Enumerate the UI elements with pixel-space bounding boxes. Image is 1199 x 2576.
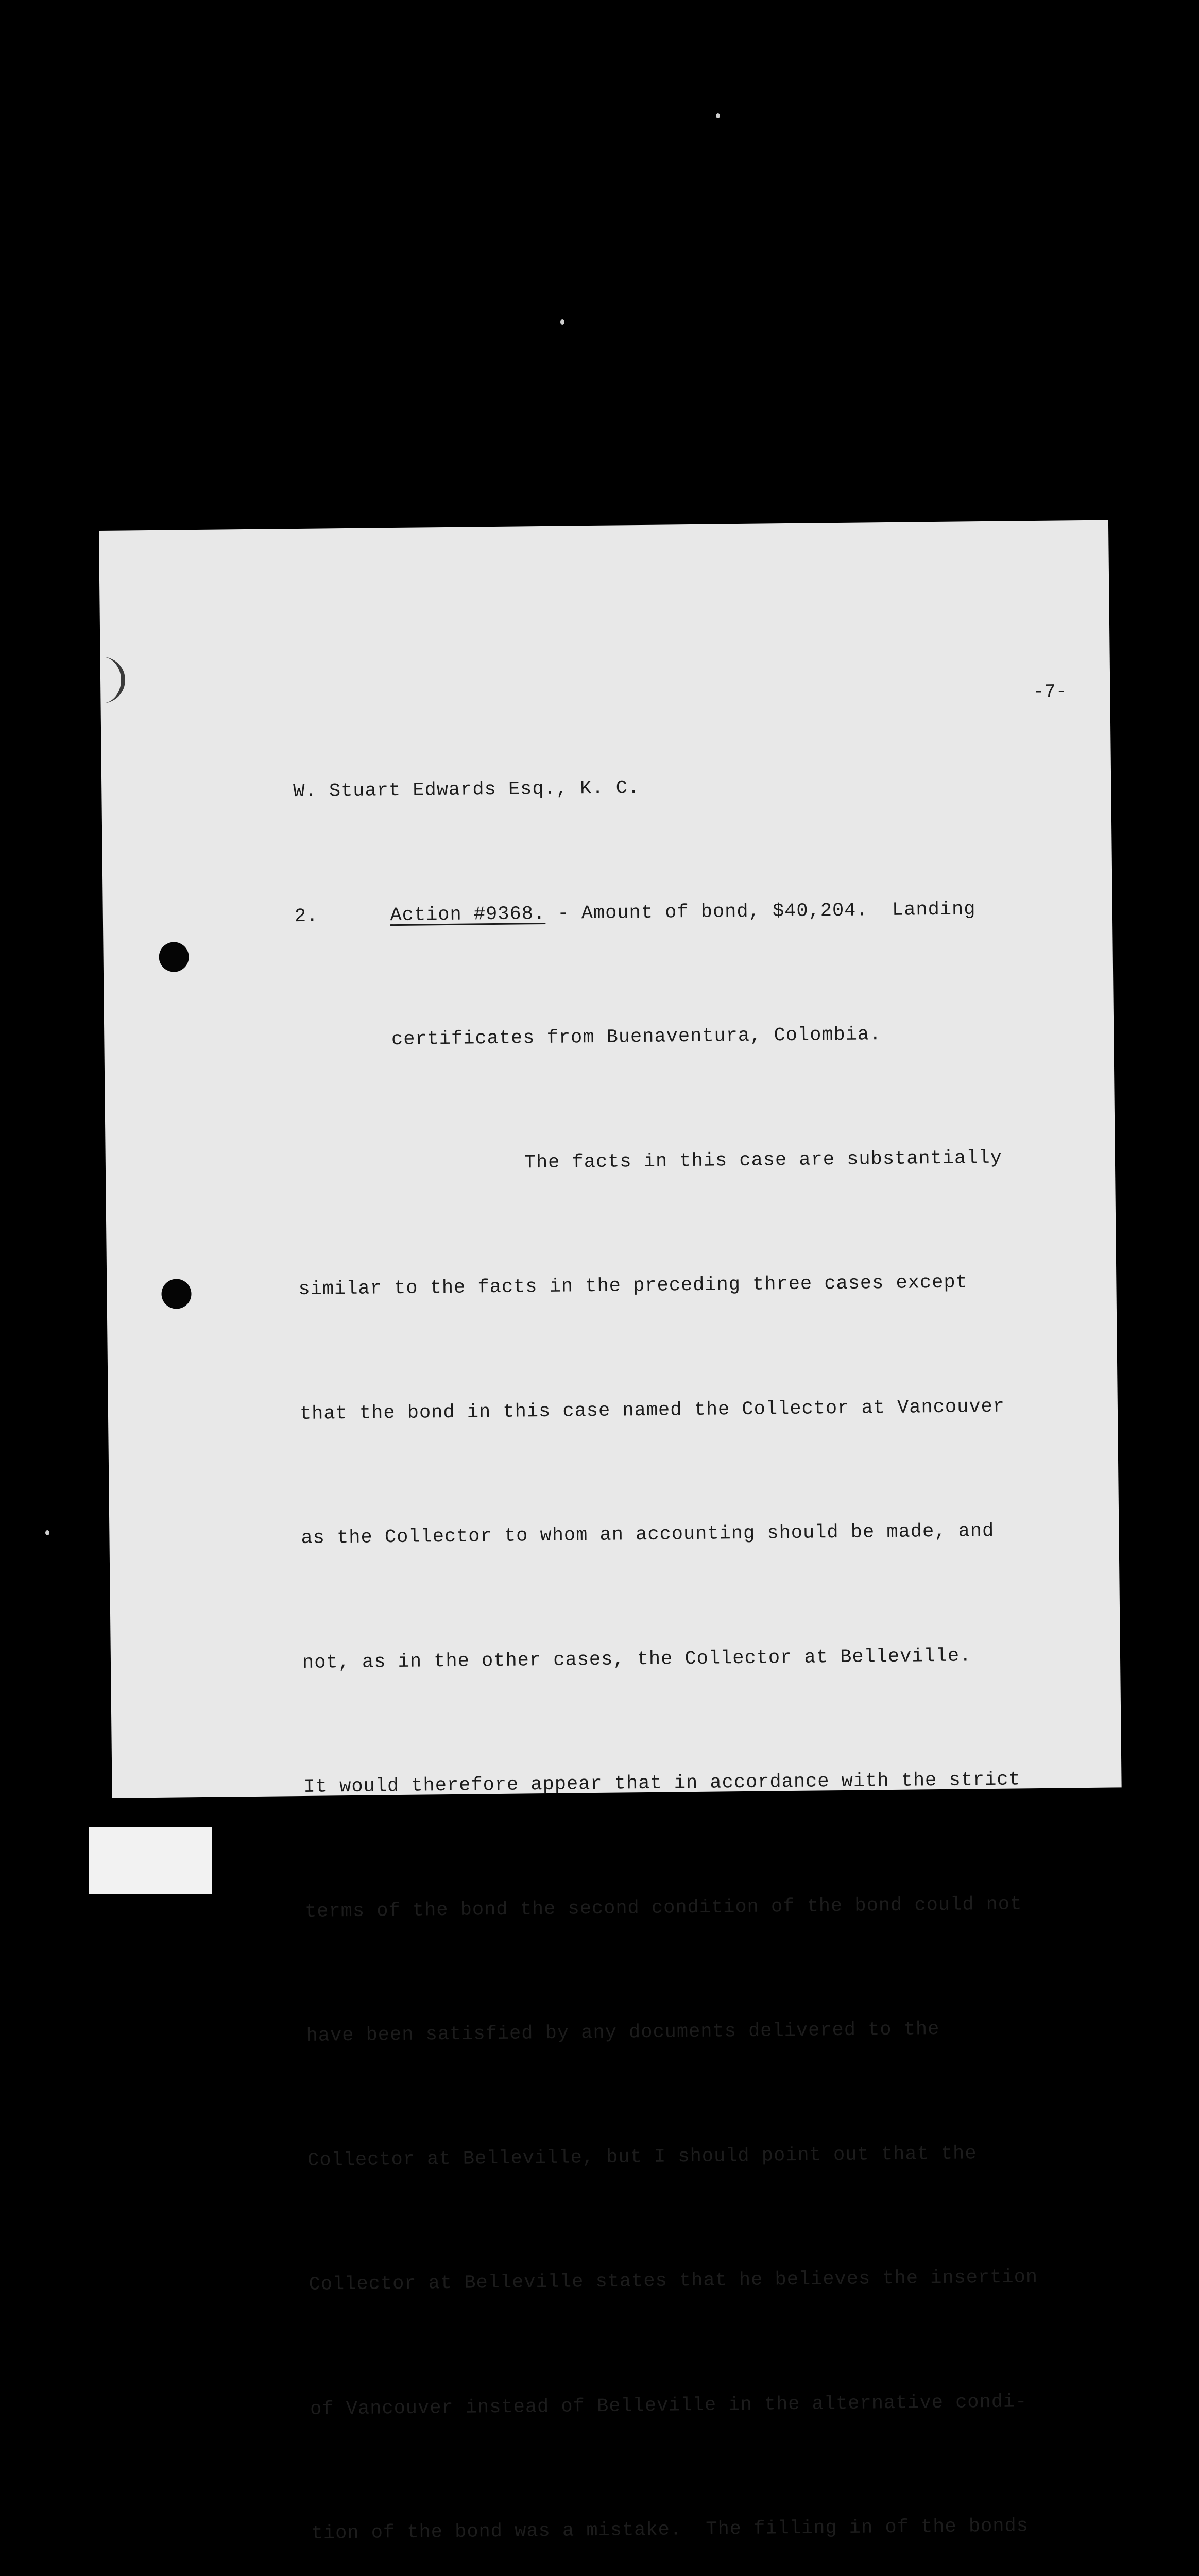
body-line: not, as in the other cases, the Collector at Belleville.: [302, 1645, 972, 1674]
punch-hole: [161, 1279, 192, 1309]
dust-speck: [45, 1530, 49, 1535]
punch-hole: [159, 942, 189, 972]
item-number: 2.: [294, 905, 319, 927]
body-line: The facts in this case are substantially: [524, 1147, 1003, 1174]
body-line: Collector at Belleville, but I should point out that the: [307, 2142, 977, 2172]
film-edge-label: [89, 1827, 212, 1894]
margin-bracket-mark: [100, 656, 126, 703]
body-line: - Amount of bond, $40,204. Landing: [545, 898, 976, 925]
letterhead-watermark: [254, 557, 1027, 668]
body-line: Collector at Belleville states that he believes the insertion: [309, 2266, 1038, 2296]
body-line: have been satisfied by any documents delivered to the: [306, 2019, 940, 2047]
body-line: It would therefore appear that in accordance with the strict: [303, 1769, 1021, 1798]
body-line: certificates from Buenaventura, Colombia.: [391, 1024, 882, 1051]
body-line: similar to the facts in the preceding three cases except: [298, 1272, 968, 1301]
action-line: [294, 887, 1119, 937]
body-line: as the Collector to whom an accounting should be made, and: [301, 1520, 995, 1549]
body-line: terms of the bond the second condition of the bond could not: [304, 1893, 1022, 1923]
body-line: that the bond in this case named the Collector at Vancouver: [299, 1396, 1005, 1425]
letter-body: [292, 680, 1148, 2576]
page-number: -7-: [1033, 681, 1068, 704]
dust-speck: [560, 319, 564, 325]
body-line: tion of the bond was a mistake. The filling in of the bonds: [311, 2515, 1029, 2545]
addressee-header: W. Stuart Edwards Esq., K. C.: [293, 777, 640, 803]
body-line: of Vancouver instead of Belleville in the alternative condi-: [310, 2391, 1027, 2420]
action-title: Action #9368.: [390, 903, 546, 926]
dust-speck: [716, 113, 720, 118]
document-page: [99, 520, 1122, 2545]
